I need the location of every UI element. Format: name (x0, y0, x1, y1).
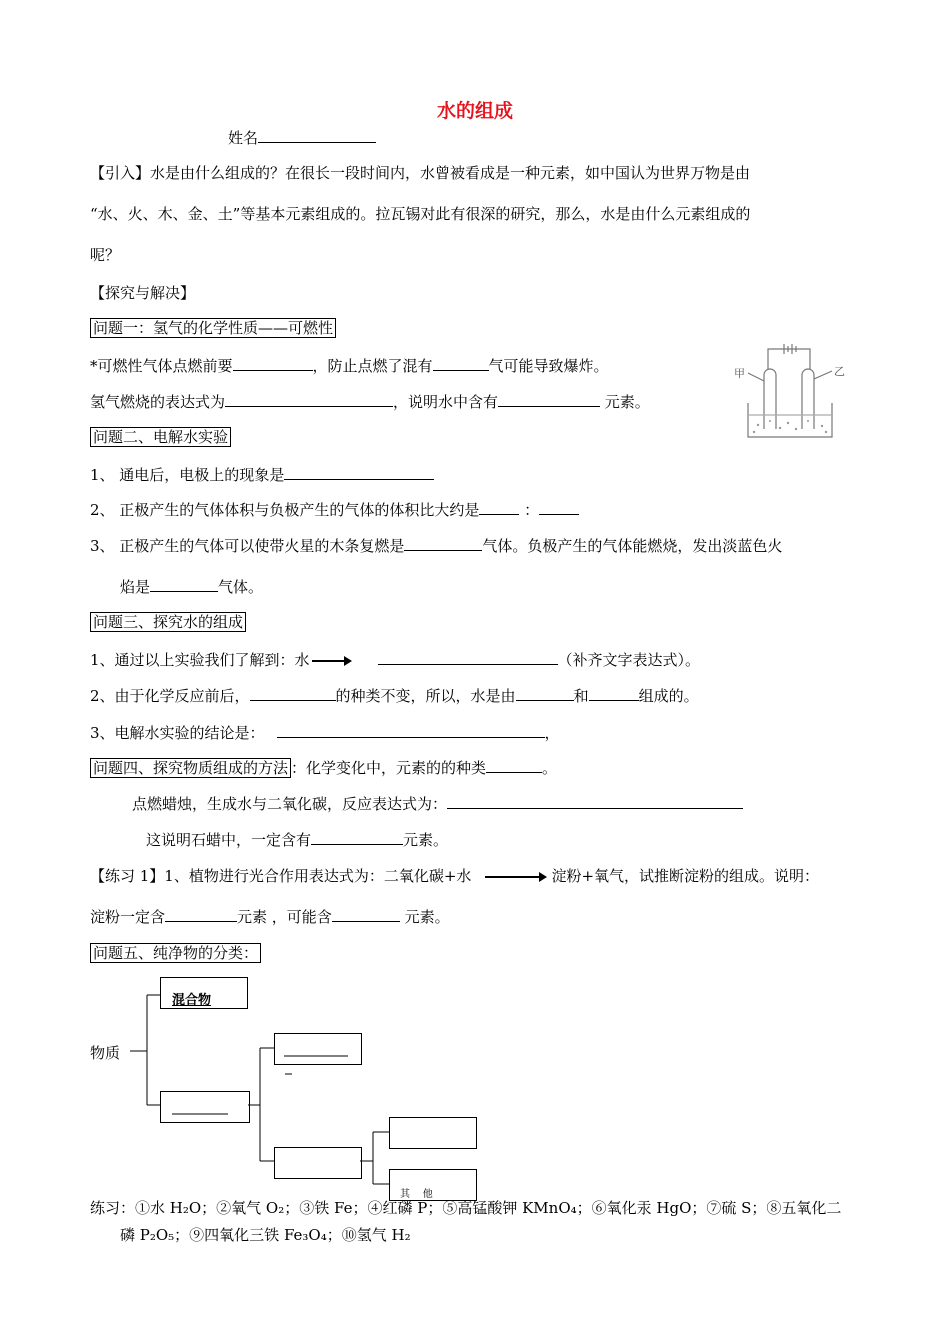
practice-1-text-e: 元素。 (399, 908, 450, 926)
intro-line-3: 呢？ (90, 246, 121, 264)
q1-blank-1[interactable] (233, 355, 313, 371)
exercise-line-2: 磷 P₂O₅；⑨四氧化三铁 Fe₃O₄；⑩氢气 H₂ (120, 1226, 411, 1244)
q2-item-2-colon: ： (519, 501, 540, 519)
apparatus-label-left: 甲 (734, 367, 745, 380)
q1-text-f: 元素。 (600, 393, 650, 411)
q2-item-2 (90, 499, 579, 520)
tree-box-other (389, 1169, 477, 1201)
q4-heading: 问题四、探究物质组成的方法 (90, 758, 291, 778)
q3-blank-1[interactable] (378, 649, 558, 665)
q4-line-3-text-a: 这说明石蜡中，一定含有 (146, 831, 312, 849)
practice-1-blank-1[interactable] (165, 906, 237, 922)
q4-line-2 (132, 793, 743, 814)
q1-line-2 (90, 391, 650, 412)
q3-item-2-text-c: 和 (573, 687, 589, 705)
q5-heading: 问题五、纯净物的分类： (90, 943, 261, 963)
q2-blank-1[interactable] (284, 464, 434, 480)
q2-heading: 问题二、电解水实验 (90, 427, 231, 447)
practice-1-text-d: 元素 ，可能含 (237, 908, 332, 926)
q4-line-2-text: 点燃蜡烛，生成水与二氧化碳，反应表达式为： (132, 795, 448, 813)
q2-blank-3[interactable] (539, 499, 579, 515)
practice-1-text-a: 【练习 1】1、植物进行光合作用表达式为：二氧化碳+水 (90, 867, 472, 885)
q1-text-b: ，防止点燃了混有 (312, 357, 433, 375)
q4-blank-1[interactable] (486, 757, 542, 773)
exercise-line-1: 练习：①水 H₂O；②氧气 O₂；③铁 Fe；④红磷 P；⑤高锰酸钾 KMnO₄；⑥氧化汞 HgO；⑦硫 S；⑧五氧化二 (90, 1199, 842, 1217)
q3-item-3-text: 3、电解水实验的结论是： (90, 724, 265, 742)
q3-blank-2[interactable] (250, 685, 336, 701)
practice-1-blank-2[interactable] (332, 906, 400, 922)
q2-item-3-cont (120, 576, 263, 597)
tree-box-4[interactable] (274, 1147, 362, 1179)
q2-item-3-text-b: 气体。负极产生的气体能燃烧，发出淡蓝色火 (482, 537, 783, 555)
q2-item-1-text: 1、 通电后，电极上的现象是 (90, 466, 285, 484)
q3-item-2-text-a: 2、由于化学反应前后， (90, 687, 250, 705)
tree-root-label: 物质 (90, 1044, 121, 1062)
q1-blank-3[interactable] (225, 391, 393, 407)
q2-item-2-text: 2、 正极产生的气体体积与负极产生的气体的体积比大约是 (90, 501, 480, 519)
q1-line-1 (90, 355, 609, 376)
name-field (228, 127, 376, 148)
q3-item-1-text: 1、通过以上实验我们了解到：水 (90, 651, 310, 669)
tree-box-5[interactable] (389, 1117, 477, 1149)
q3-item-3-comma: ， (544, 724, 560, 742)
reaction-arrow (312, 656, 352, 666)
q4-text-a: ：化学变化中，元素的的种类 (291, 759, 487, 777)
q1-blank-4[interactable] (498, 391, 600, 407)
electrolysis-apparatus-figure (728, 333, 856, 445)
photosynthesis-arrow (485, 872, 547, 882)
q3-blank-5[interactable] (277, 722, 545, 738)
explore-heading: 【探究与解决】 (90, 284, 196, 302)
apparatus-label-right: 乙 (834, 365, 845, 378)
mixture-box (160, 977, 248, 1009)
q3-item-3 (90, 722, 560, 743)
practice-1-text-b: 淀粉+氧气，试推断淀粉的组成。说明： (551, 867, 820, 885)
q4-blank-2[interactable] (447, 793, 743, 809)
other-label: 其 他 (400, 1189, 433, 1200)
q3-blank-4[interactable] (589, 685, 639, 701)
q1-text-c: 气可能导致爆炸。 (488, 357, 609, 375)
q2-item-1 (90, 464, 434, 485)
q3-blank-3[interactable] (516, 685, 574, 701)
q4-blank-3[interactable] (311, 829, 403, 845)
q4-line-1 (90, 757, 557, 778)
q4-line-3 (146, 829, 448, 850)
q2-blank-2[interactable] (479, 499, 519, 515)
q4-line-3-text-b: 元素。 (403, 831, 449, 849)
name-blank[interactable] (258, 127, 376, 143)
q3-heading: 问题三、探究水的组成 (90, 612, 246, 632)
page-title: 水的组成 (436, 100, 513, 122)
q1-text-a: *可燃性气体点燃前要 (90, 357, 233, 375)
practice-1-line-2 (90, 906, 450, 927)
q3-item-2-text-d: 组成的。 (638, 687, 699, 705)
tree-box-2[interactable] (274, 1033, 362, 1065)
electrolysis-apparatus-drawing (728, 333, 856, 445)
q2-blank-4[interactable] (404, 535, 482, 551)
q1-text-e: ，说明水中含有 (393, 393, 499, 411)
q3-item-2 (90, 685, 699, 706)
q1-heading: 问题一：氢气的化学性质——可燃性 (90, 318, 336, 338)
tree-box-3[interactable] (160, 1091, 250, 1123)
q2-blank-5[interactable] (150, 576, 218, 592)
q3-item-1 (90, 649, 700, 670)
q1-text-d: 氢气燃烧的表达式为 (90, 393, 226, 411)
q4-text-b: 。 (542, 759, 558, 777)
practice-1-line-1 (90, 866, 819, 886)
intro-line-2: “水、火、木、金、土”等基本元素组成的。拉瓦锡对此有很深的研究，那么，水是由什么元素组成的 (90, 205, 751, 223)
q3-item-2-text-b: 的种类不变，所以，水是由 (335, 687, 516, 705)
q2-item-3-text-d: 气体。 (218, 578, 264, 596)
q3-item-1-tail: （补齐文字表达式）。 (557, 651, 701, 669)
q2-item-3 (90, 535, 782, 556)
name-label: 姓名 (228, 129, 259, 147)
q1-blank-2[interactable] (433, 355, 489, 371)
mixture-label: 混合物 (172, 993, 212, 1008)
q2-item-3-text-c: 焰是 (120, 578, 151, 596)
q2-item-3-text-a: 3、 正极产生的气体可以使带火星的木条复燃是 (90, 537, 405, 555)
practice-1-text-c: 淀粉一定含 (90, 908, 166, 926)
intro-line-1: 【引入】水是由什么组成的？在很长一段时间内，水曾被看成是一种元素，如中国认为世界万物是由 (90, 164, 751, 182)
